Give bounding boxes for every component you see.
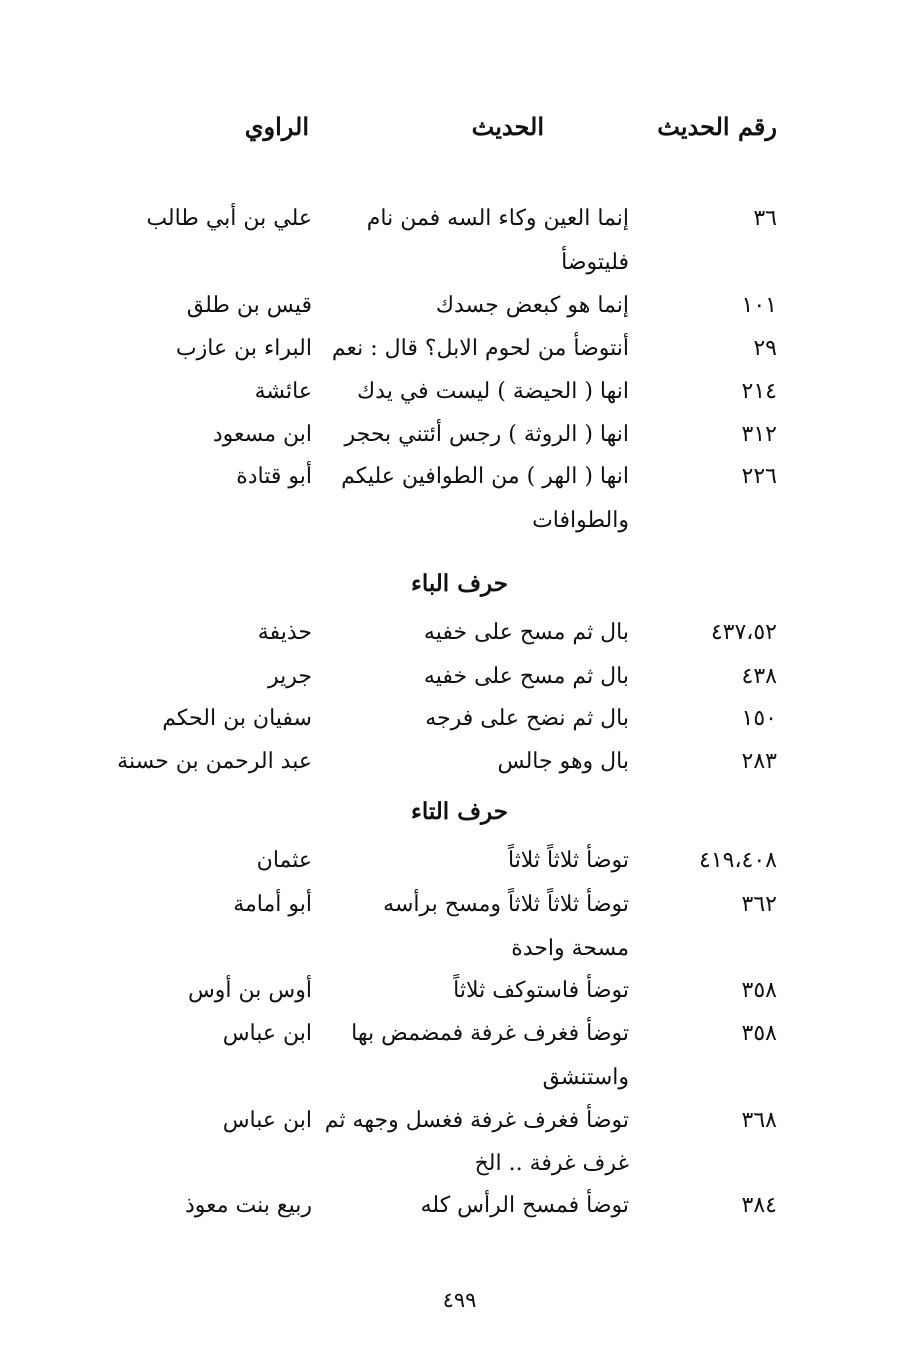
narrator-name: ابن عباس xyxy=(222,1108,312,1133)
hadith-text: إنما العين وكاء السه فمن نام xyxy=(366,206,629,231)
hadith-text: إنما هو كبعض جسدك xyxy=(435,293,629,318)
hadith-text-continuation: والطوافات xyxy=(532,508,629,533)
narrator-name: أوس بن أوس xyxy=(187,978,312,1003)
hadith-number: ٢٨٣ xyxy=(741,749,777,774)
page-number: ٤٩٩ xyxy=(442,1288,477,1312)
section-heading: حرف الباء xyxy=(411,570,508,597)
narrator-name: ابن عباس xyxy=(222,1021,312,1046)
narrator-name: أبو قتادة xyxy=(236,464,312,489)
narrator-name: عائشة xyxy=(254,379,312,404)
header-hadith: الحديث xyxy=(471,112,544,141)
hadith-number: ٤٣٧،٥٢ xyxy=(710,620,777,645)
hadith-number: ٣٥٨ xyxy=(741,1021,777,1046)
hadith-number: ٣٦٨ xyxy=(741,1108,777,1133)
hadith-number: ٢٩ xyxy=(753,336,777,361)
hadith-text: توضأ ثلاثاً ثلاثاً ومسح برأسه xyxy=(383,892,629,917)
hadith-number: ٢٢٦ xyxy=(741,464,777,489)
hadith-number: ٣٥٨ xyxy=(741,978,777,1003)
hadith-text: بال ثم نضح على فرجه xyxy=(425,706,629,731)
hadith-text: بال ثم مسح على خفيه xyxy=(423,620,629,645)
hadith-text-continuation: واستنشق xyxy=(542,1065,629,1090)
narrator-name: ابن مسعود xyxy=(212,422,312,447)
narrator-name: عثمان xyxy=(256,848,312,873)
hadith-number: ٣٨٤ xyxy=(741,1193,777,1218)
hadith-text: توضأ فغرف غرفة فمضمض بها xyxy=(351,1021,629,1046)
hadith-number: ٣٦ xyxy=(753,206,777,231)
narrator-name: جرير xyxy=(268,664,312,689)
hadith-text: انها ( الروثة ) رجس أئتني بحجر xyxy=(344,422,629,447)
narrator-name: عبد الرحمن بن حسنة xyxy=(117,749,312,774)
hadith-text: توضأ فغرف غرفة فغسل وجهه ثم xyxy=(324,1108,629,1133)
hadith-number: ٣٦٢ xyxy=(741,892,777,917)
hadith-number: ٤٣٨ xyxy=(741,664,777,689)
narrator-name: أبو أمامة xyxy=(233,892,312,917)
hadith-text: توضأ فمسح الرأس كله xyxy=(420,1193,629,1218)
hadith-number: ٣١٢ xyxy=(741,422,777,447)
narrator-name: قيس بن طلق xyxy=(186,293,312,318)
narrator-name: البراء بن عازب xyxy=(175,336,312,361)
hadith-text: بال ثم مسح على خفيه xyxy=(423,664,629,689)
hadith-number: ١٠١ xyxy=(741,293,777,318)
header-hadith-number: رقم الحديث xyxy=(657,112,777,141)
narrator-name: حذيفة xyxy=(257,620,312,645)
hadith-number: ٤١٩،٤٠٨ xyxy=(699,848,777,873)
narrator-name: سفيان بن الحكم xyxy=(162,706,312,731)
hadith-number: ٢١٤ xyxy=(741,379,777,404)
hadith-text: انها ( الهر ) من الطوافين عليكم xyxy=(341,464,629,489)
hadith-text: أنتوضأ من لحوم الابل؟ قال : نعم xyxy=(331,336,629,361)
hadith-text: انها ( الحيضة ) ليست في يدك xyxy=(357,379,629,404)
hadith-text: بال وهو جالس xyxy=(497,749,629,774)
hadith-text-continuation: غرف غرفة .. الخ xyxy=(474,1151,629,1176)
hadith-number: ١٥٠ xyxy=(741,706,777,731)
header-narrator: الراوي xyxy=(244,112,309,141)
narrator-name: علي بن أبي طالب xyxy=(146,206,312,231)
hadith-text-continuation: فليتوضأ xyxy=(561,250,629,275)
narrator-name: ربيع بنت معوذ xyxy=(184,1193,312,1218)
section-heading: حرف التاء xyxy=(411,798,508,825)
hadith-text: توضأ ثلاثاً ثلاثاً xyxy=(507,848,629,873)
hadith-text-continuation: مسحة واحدة xyxy=(511,936,629,961)
hadith-text: توضأ فاستوكف ثلاثاً xyxy=(453,978,629,1003)
